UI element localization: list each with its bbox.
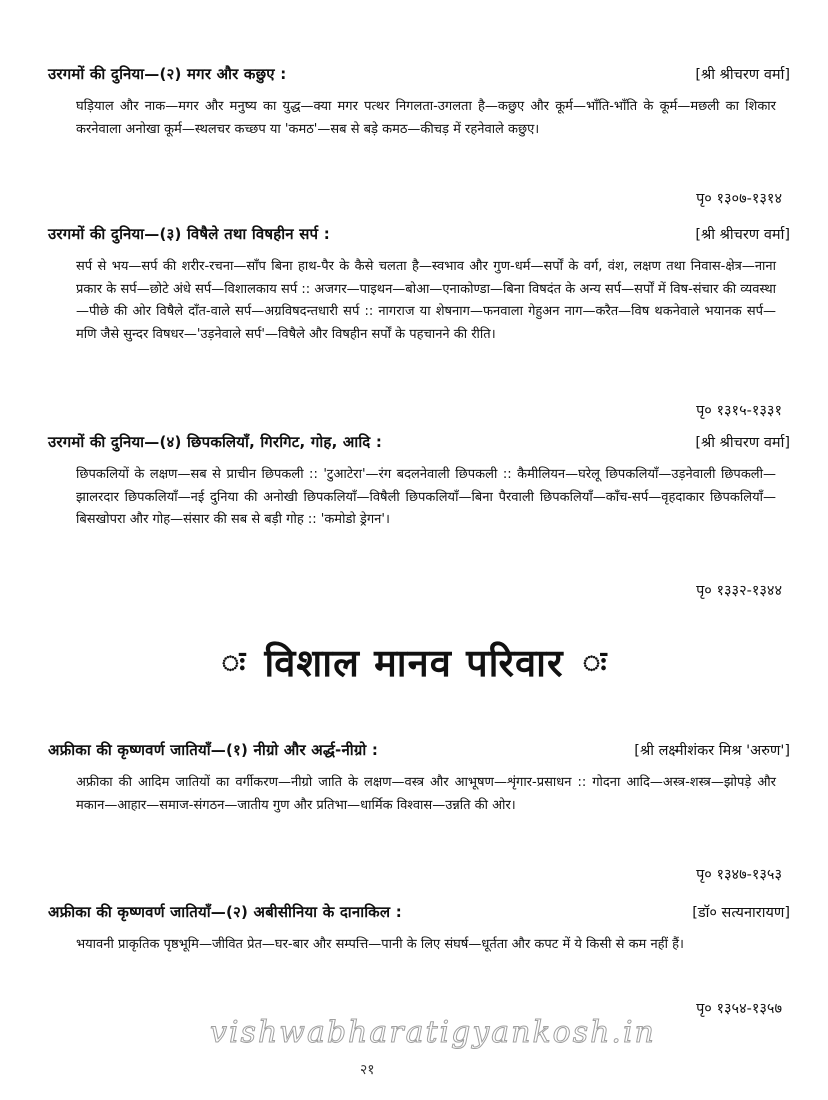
entry-summary: भयावनी प्राकृतिक पृष्ठभूमि—जीवित प्रेत—घर-बार और सम्पत्ति—पानी के लिए संघर्ष—धूर्तता और कपट में ये किसी से कम नहीं हैं।	[76, 937, 684, 952]
entry-title: अफ्रीका की कृष्णवर्ण जातियाँ—(२) अबीसीनिया के दानाकिल :	[48, 903, 402, 921]
watermark: vishwabharatigyankosh.in	[210, 1015, 656, 1050]
entry-title: उरगमों की दुनिया—(४) छिपकलियाँ, गिरगिट, गोह, आदि :	[48, 433, 383, 451]
entry-4	[40, 740, 790, 817]
entry-author: [श्री लक्ष्मीशंकर मिश्र 'अरुण']	[634, 743, 790, 759]
section-title: विशाल मानव परिवार	[264, 641, 564, 685]
entry-summary: छिपकलियों के लक्षण—सब से प्राचीन छिपकली :: 'टुआटेरा'—रंग बदलनेवाली छिपकली :: कैमीलियन—घरेलू छिपकलियाँ—उड़नेवाली छिपकली—झालरदार छिपकलियाँ—नई दुनिया की अनोखी छिपकलियाँ—विषैली छिपकलियाँ—बिना पैरवाली छिपकलियाँ—काँच-सर्प—वृहदाकार छिपकलियाँ—बिसखोपरा और गोह—संसार की सब से बड़ी गोह :: 'कमोडो ड्रेगन'।	[76, 467, 776, 527]
entry-5	[40, 902, 790, 957]
heading-bullet: ः	[582, 645, 607, 680]
section-heading	[0, 636, 828, 696]
entry-pages: पृ० १३५४-१३५७	[696, 1001, 782, 1017]
entry-pages: पृ० १३०७-१३१४	[696, 191, 782, 207]
entry-summary: घड़ियाल और नाक—मगर और मनुष्य का युद्ध—क्या मगर पत्थर निगलता-उगलता है—कछुए और कूर्म—भाँति-भाँति के कूर्म—मछली का शिकार करनेवाला अनोखा कूर्म—स्थलचर कच्छप या 'कमठ'—सब से बड़े कमठ—कीचड़ में रहनेवाले कछुए।	[76, 99, 776, 137]
entry-pages: पृ० १३४७-१३५३	[696, 867, 782, 883]
entry-summary: सर्प से भय—सर्प की शरीर-रचना—साँप बिना हाथ-पैर के कैसे चलता है—स्वभाव और गुण-धर्म—सर्पों के वर्ग, वंश, लक्षण तथा निवास-क्षेत्र—नाना प्रकार के सर्प—छोटे अंधे सर्प—विशालकाय सर्प :: अजगर—पाइथन—बोआ—एनाकोण्डा—बिना विषदंत के अन्य सर्प—सर्पों में विष-संचार की व्यवस्था—पीछे की ओर विषैले दाँत-वाले सर्प—अग्रविषदन्तधारी सर्प :: नागराज या शेषनाग—फनवाला गेहुअन नाग—करैत—विष थकनेवाले भयानक सर्प—मणि जैसे सुन्दर विषधर—'उड़नेवाले सर्प'—विषैले और विषहीन सर्पों के पहचानने की रीति।	[76, 259, 776, 342]
entry-pages: पृ० १३१५-१३३१	[696, 403, 782, 419]
entry-2	[40, 224, 790, 346]
entry-author: [श्री श्रीचरण वर्मा]	[695, 67, 790, 83]
entry-summary: अफ्रीका की आदिम जातियों का वर्गीकरण—नीग्रो जाति के लक्षण—वस्त्र और आभूषण—शृंगार-प्रसाधन :: गोदना आदि—अस्त्र-शस्त्र—झोपड़े और मकान—आहार—समाज-संगठन—जातीय गुण और प्रतिभा—धार्मिक विश्वास—उन्नति की ओर।	[76, 775, 776, 813]
heading-bullet: ः	[221, 645, 246, 680]
entry-title: उरगमों की दुनिया—(३) विषैले तथा विषहीन सर्प :	[48, 225, 330, 243]
entry-title: अफ्रीका की कृष्णवर्ण जातियाँ—(१) नीग्रो और अर्द्ध-नीग्रो :	[48, 741, 379, 759]
entry-pages: पृ० १३३२-१३४४	[696, 583, 782, 599]
page-number: २१	[360, 1062, 375, 1078]
entry-3	[40, 432, 790, 532]
entry-author: [श्री श्रीचरण वर्मा]	[695, 435, 790, 451]
entry-1	[40, 64, 790, 141]
entry-author: [डॉ० सत्यनारायण]	[692, 905, 790, 921]
entry-author: [श्री श्रीचरण वर्मा]	[695, 227, 790, 243]
entry-title: उरगमों की दुनिया—(२) मगर और कछुए :	[48, 65, 287, 83]
